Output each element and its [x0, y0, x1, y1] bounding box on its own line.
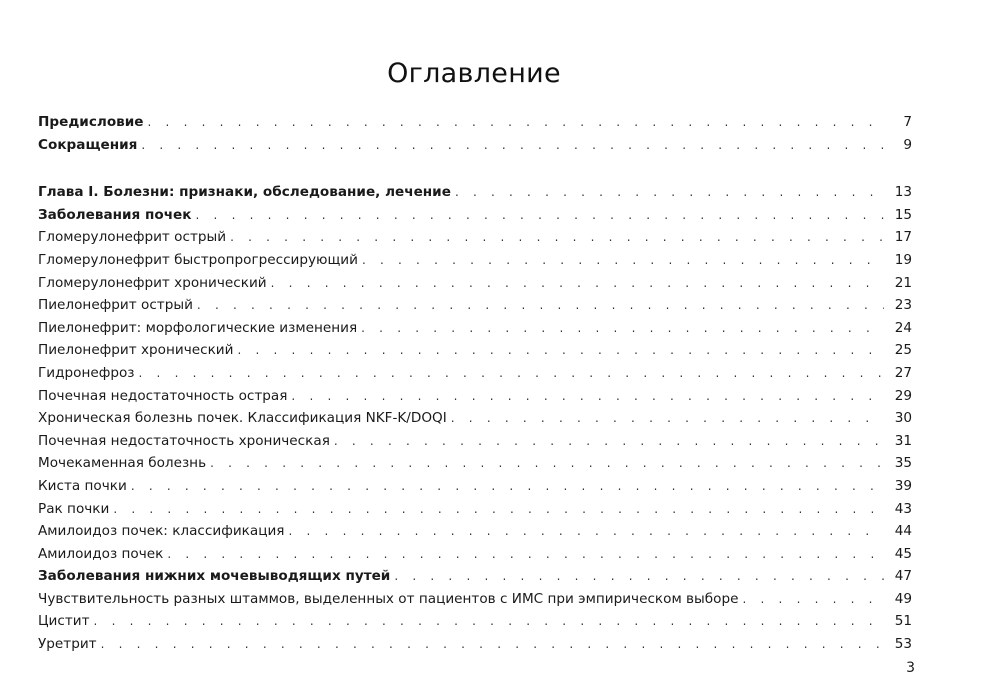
section-gap — [38, 156, 912, 181]
toc-entry-page: 47 — [894, 568, 912, 585]
toc-entry-title: Хроническая болезнь почек. Классификация NKF-K/DOQI — [38, 410, 447, 427]
dot-leader — [139, 362, 884, 385]
toc-heading-entry[interactable] — [38, 134, 912, 157]
toc-entry-page: 9 — [903, 136, 912, 153]
toc-entry-page: 53 — [894, 636, 912, 653]
toc-entry-page: 23 — [894, 297, 912, 314]
dot-leader — [230, 226, 884, 249]
toc-entry-title: Пиелонефрит острый — [38, 297, 193, 314]
toc-entry-title: Сокращения — [38, 136, 138, 153]
page-title: Оглавление — [387, 58, 561, 89]
toc-entry[interactable] — [38, 226, 912, 249]
toc-entry-page: 13 — [894, 184, 912, 201]
toc-entry[interactable] — [38, 407, 912, 430]
toc-entry-title: Мочекаменная болезнь — [38, 455, 207, 472]
toc-entry-page: 21 — [894, 274, 912, 291]
dot-leader — [394, 565, 884, 588]
toc-heading-entry[interactable] — [38, 204, 912, 227]
toc-entry-page: 45 — [894, 545, 912, 562]
toc-entry-page: 44 — [894, 523, 912, 540]
toc-entry[interactable] — [38, 452, 912, 475]
toc-entry-title: Цистит — [38, 613, 90, 630]
dot-leader — [131, 475, 884, 498]
toc-entry-page: 39 — [894, 477, 912, 494]
dot-leader — [167, 543, 884, 566]
chapter-list — [38, 181, 912, 655]
toc-entry-page: 43 — [894, 500, 912, 517]
dot-leader — [361, 317, 884, 340]
toc-entry[interactable] — [38, 430, 912, 453]
dot-leader — [271, 272, 884, 295]
toc-entry[interactable] — [38, 385, 912, 408]
dot-leader — [455, 181, 884, 204]
dot-leader — [210, 452, 884, 475]
dot-leader — [288, 520, 884, 543]
toc-entry[interactable] — [38, 317, 912, 340]
toc-entry[interactable] — [38, 520, 912, 543]
toc-entry-title: Почечная недостаточность острая — [38, 387, 288, 404]
toc-entry-title: Пиелонефрит: морфологические изменения — [38, 319, 358, 336]
toc-entry[interactable] — [38, 339, 912, 362]
page-number: 3 — [906, 660, 915, 676]
dot-leader — [196, 204, 884, 227]
toc-entry-title: Гломерулонефрит быстропрогрессирующий — [38, 251, 358, 268]
toc-entry-page: 19 — [894, 251, 912, 268]
toc-entry-title: Чувствительность разных штаммов, выделенных от пациентов с ИМС при эмпирическом выборе — [38, 590, 739, 607]
toc-entry[interactable] — [38, 498, 912, 521]
toc-entry-page: 35 — [894, 455, 912, 472]
toc-entry-page: 51 — [894, 613, 912, 630]
dot-leader — [451, 407, 884, 430]
toc-entry-page: 49 — [894, 590, 912, 607]
toc-entry-title: Гломерулонефрит острый — [38, 229, 227, 246]
toc-entry[interactable] — [38, 475, 912, 498]
toc-entry-page: 31 — [894, 432, 912, 449]
toc-heading-entry[interactable] — [38, 565, 912, 588]
table-of-contents — [38, 111, 912, 656]
toc-entry-title: Предисловие — [38, 114, 144, 130]
toc-entry-title: Почечная недостаточность хроническая — [38, 432, 330, 449]
toc-entry[interactable] — [38, 543, 912, 566]
dot-leader — [237, 339, 884, 362]
toc-entry[interactable] — [38, 588, 912, 611]
toc-entry[interactable] — [38, 633, 912, 656]
toc-entry-page: 15 — [894, 206, 912, 223]
toc-entry-title: Уретрит — [38, 636, 97, 653]
toc-entry-title: Амилоидоз почек — [38, 545, 164, 562]
toc-entry-title: Заболевания нижних мочевыводящих путей — [38, 568, 391, 585]
toc-entry[interactable] — [38, 272, 912, 295]
toc-entry-page: 25 — [894, 342, 912, 359]
dot-leader — [742, 588, 884, 611]
toc-heading-entry[interactable] — [38, 111, 912, 134]
front-matter-list — [38, 111, 912, 156]
toc-entry-title: Киста почки — [38, 477, 127, 494]
dot-leader — [197, 294, 884, 317]
toc-entry-page: 27 — [894, 364, 912, 381]
toc-entry-title: Глава I. Болезни: признаки, обследование, лечение — [38, 184, 451, 201]
dot-leader — [141, 134, 884, 157]
toc-entry-title: Рак почки — [38, 500, 110, 517]
toc-entry-page: 7 — [903, 114, 912, 130]
toc-entry-title: Заболевания почек — [38, 206, 192, 223]
toc-entry-page: 30 — [894, 410, 912, 427]
toc-entry[interactable] — [38, 610, 912, 633]
dot-leader — [148, 111, 884, 134]
toc-entry[interactable] — [38, 362, 912, 385]
toc-heading-entry[interactable] — [38, 181, 912, 204]
toc-entry[interactable] — [38, 249, 912, 272]
toc-entry-title: Гломерулонефрит хронический — [38, 274, 267, 291]
toc-entry-page: 17 — [894, 229, 912, 246]
toc-entry-page: 29 — [894, 387, 912, 404]
toc-entry-title: Пиелонефрит хронический — [38, 342, 234, 359]
dot-leader — [334, 430, 884, 453]
dot-leader — [291, 385, 884, 408]
dot-leader — [101, 633, 884, 656]
dot-leader — [94, 610, 884, 633]
toc-entry-title: Амилоидоз почек: классификация — [38, 523, 285, 540]
dot-leader — [362, 249, 884, 272]
toc-entry-page: 24 — [894, 319, 912, 336]
toc-entry[interactable] — [38, 294, 912, 317]
dot-leader — [113, 498, 884, 521]
toc-entry-title: Гидронефроз — [38, 364, 135, 381]
